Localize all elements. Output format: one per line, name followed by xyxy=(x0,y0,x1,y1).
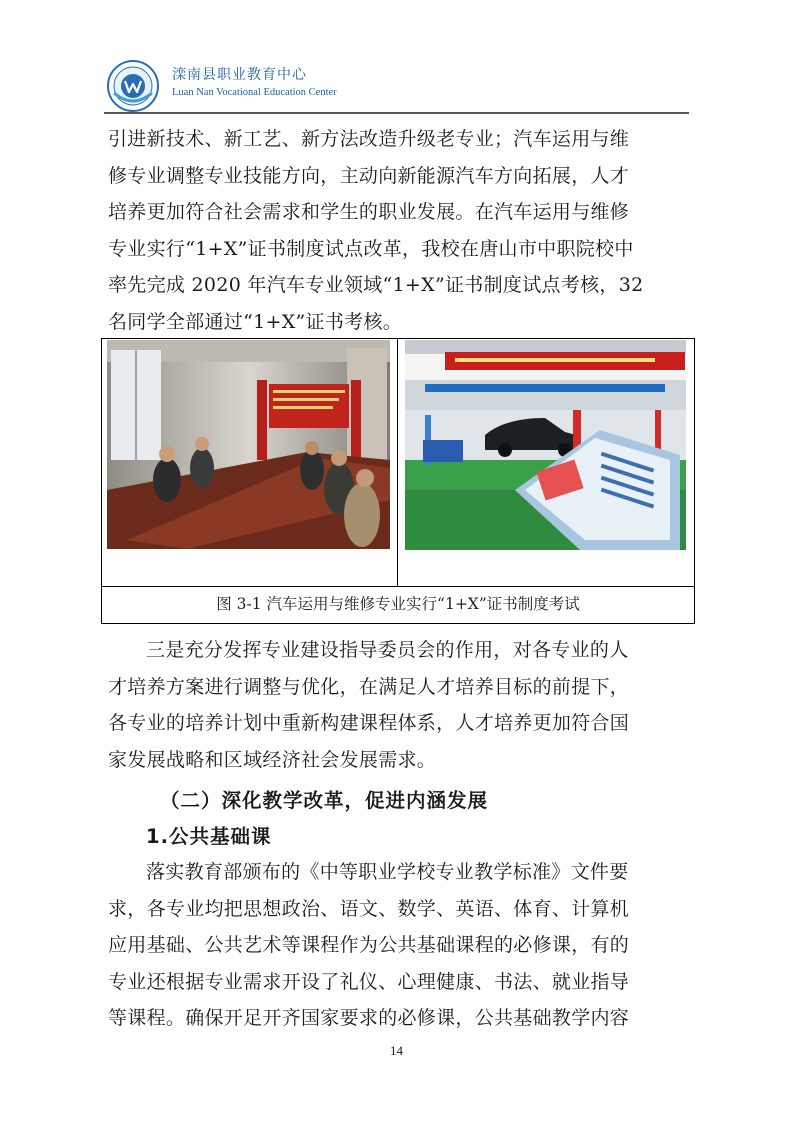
body-paragraph-1 xyxy=(108,121,686,341)
body-paragraph-2 xyxy=(108,632,686,778)
text-line: 等课程。确保开足开齐国家要求的必修课，公共基础教学内容 xyxy=(108,1007,630,1030)
org-name-en: Luan Nan Vocational Education Center xyxy=(172,87,337,98)
figure-divider-vertical xyxy=(397,338,398,586)
auto-workshop-illustration xyxy=(405,340,686,550)
text-line: 求，各专业均把思想政治、语文、数学、英语、体育、计算机 xyxy=(108,897,630,920)
meeting-room-photo xyxy=(107,340,390,549)
text-line: 家发展战略和区域经济社会发展需求。 xyxy=(108,748,437,771)
text-line: 三是充分发挥专业建设指导委员会的作用，对各专业的人 xyxy=(146,639,629,661)
school-emblem-icon xyxy=(106,59,160,113)
text-line: 引进新技术、新工艺、新方法改造升级老专业；汽车运用与维 xyxy=(108,128,630,150)
text-line: 修专业调整专业技能方向，主动向新能源汽车方向拓展，人才 xyxy=(108,164,630,187)
text-line: 培养更加符合社会需求和学生的职业发展。在汽车运用与维修 xyxy=(108,201,630,224)
text-line: 落实教育部颁布的《中等职业学校专业教学标准》文件要 xyxy=(146,861,629,883)
text-line: 名同学全部通过“1+X”证书考核。 xyxy=(108,310,403,333)
auto-workshop-photo xyxy=(405,340,686,550)
body-paragraph-3 xyxy=(108,854,686,1037)
text-line: 才培养方案进行调整与优化，在满足人才培养目标的前提下， xyxy=(108,675,630,698)
text-line: 应用基础、公共艺术等课程作为公共基础课程的必修课，有的 xyxy=(108,934,630,957)
org-name-cn: 滦南县职业教育中心 xyxy=(172,67,307,83)
section-heading: （二）深化教学改革，促进内涵发展 xyxy=(160,789,489,812)
page-header xyxy=(104,54,689,112)
figure-caption: 图 3-1 汽车运用与维修专业实行“1+X”证书制度考试 xyxy=(216,595,580,613)
text-line: 专业还根据专业需求开设了礼仪、心理健康、书法、就业指导 xyxy=(108,970,630,993)
figure-divider-horizontal xyxy=(101,586,695,587)
text-line: 各专业的培养计划中重新构建课程体系，人才培养更加符合国 xyxy=(108,712,630,735)
meeting-room-illustration xyxy=(107,340,390,549)
text-line: 专业实行“1+X”证书制度试点改革，我校在唐山市中职院校中 xyxy=(108,237,634,260)
subsection-heading: 1.公共基础课 xyxy=(146,825,272,848)
text-line: 率先完成 2020 年汽车专业领域“1+X”证书制度试点考核，32 xyxy=(108,274,644,297)
page-number: 14 xyxy=(390,1043,403,1058)
header-divider xyxy=(104,112,689,114)
